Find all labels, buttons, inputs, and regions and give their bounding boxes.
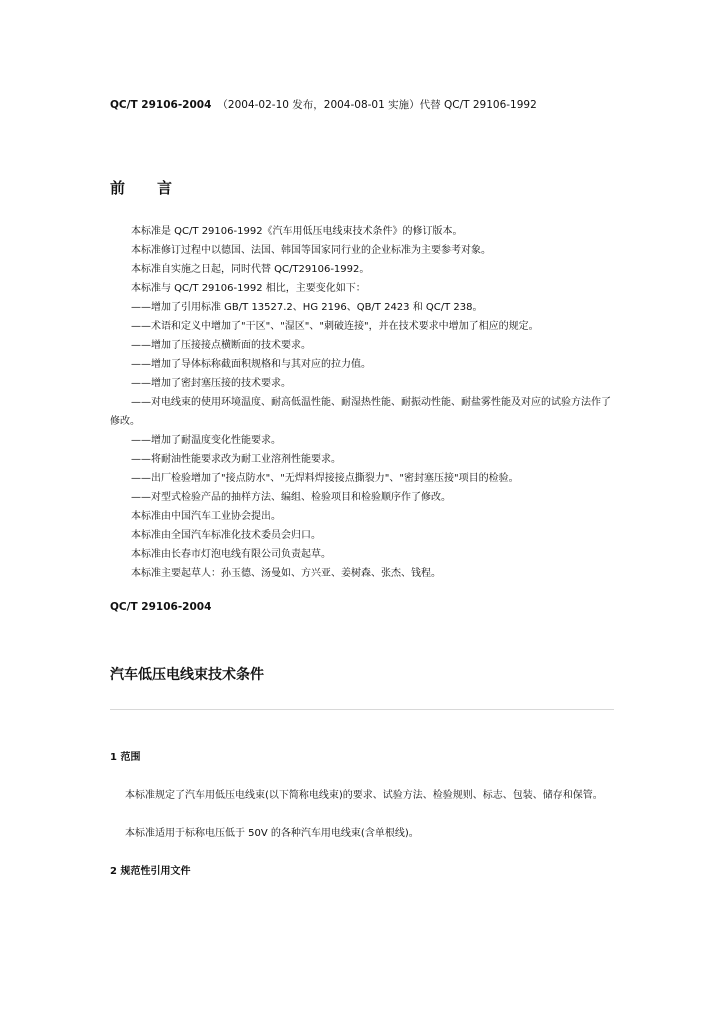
section-heading-normative-references: 2 规范性引用文件 <box>110 866 191 877</box>
preface-line: ——增加了导体标称截面积规格和与其对应的拉力值。 <box>131 359 371 370</box>
header-standard-code: QC/T 29106-2004 <box>110 99 212 111</box>
header-publication-info: （2004-02-10 发布，2004-08-01 实施）代替 QC/T 29106-1992 <box>217 99 537 111</box>
preface-line: 本标准修订过程中以德国、法国、韩国等国家同行业的企业标准为主要参考对象。 <box>131 245 491 256</box>
preface-line: 本标准与 QC/T 29106-1992 相比，主要变化如下： <box>131 283 366 294</box>
scope-line: 本标准适用于标称电压低于 50V 的各种汽车用电线束(含单根线)。 <box>125 828 419 839</box>
preface-line: ——增加了压接接点横断面的技术要求。 <box>131 340 311 351</box>
document-title: 汽车低压电线束技术条件 <box>110 667 264 683</box>
preface-line: ——将耐油性能要求改为耐工业溶剂性能要求。 <box>131 454 341 465</box>
preface-line: ——增加了耐温度变化性能要求。 <box>131 435 281 446</box>
preface-heading-char-2: 言 <box>157 179 173 197</box>
preface-line: 本标准自实施之日起，同时代替 QC/T29106-1992。 <box>131 264 370 275</box>
preface-line: ——术语和定义中增加了"干区"、"湿区"、"刺破连接"，并在技术要求中增加了相应的规定。 <box>131 321 539 332</box>
preface-line: ——对型式检验产品的抽样方法、编组、检验项目和检验顺序作了修改。 <box>131 492 451 503</box>
preface-line: 本标准主要起草人：孙玉德、汤曼如、方兴亚、姜树森、张杰、钱程。 <box>131 568 441 579</box>
preface-line: 本标准是 QC/T 29106-1992《汽车用低压电线束技术条件》的修订版本。 <box>131 226 463 237</box>
preface-heading <box>110 177 172 198</box>
preface-line: 本标准由长春市灯泡电线有限公司负责起草。 <box>131 549 331 560</box>
standard-header <box>110 97 537 112</box>
preface-line: 本标准由中国汽车工业协会提出。 <box>131 511 281 522</box>
preface-heading-char-1: 前 <box>110 179 126 197</box>
title-divider <box>110 709 614 710</box>
preface-line: ——出厂检验增加了"接点防水"、"无焊料焊接接点撕裂力"、"密封塞压接"项目的检验。 <box>131 473 519 484</box>
preface-line: ——增加了引用标准 GB/T 13527.2、HG 2196、QB/T 2423 和 QC/T 238。 <box>131 302 483 313</box>
scope-line: 本标准规定了汽车用低压电线束(以下简称电线束)的要求、试验方法、检验规则、标志、包装、储存和保管。 <box>125 790 603 801</box>
preface-line: ——对电线束的使用环境温度、耐高低温性能、耐湿热性能、耐振动性能、耐盐雾性能及对应的试验方法作了修改。 <box>110 397 611 427</box>
preface-line: 本标准由全国汽车标准化技术委员会归口。 <box>131 530 321 541</box>
preface-line: ——增加了密封塞压接的技术要求。 <box>131 378 291 389</box>
standard-code: QC/T 29106-2004 <box>110 601 212 613</box>
section-heading-scope: 1 范围 <box>110 752 141 763</box>
